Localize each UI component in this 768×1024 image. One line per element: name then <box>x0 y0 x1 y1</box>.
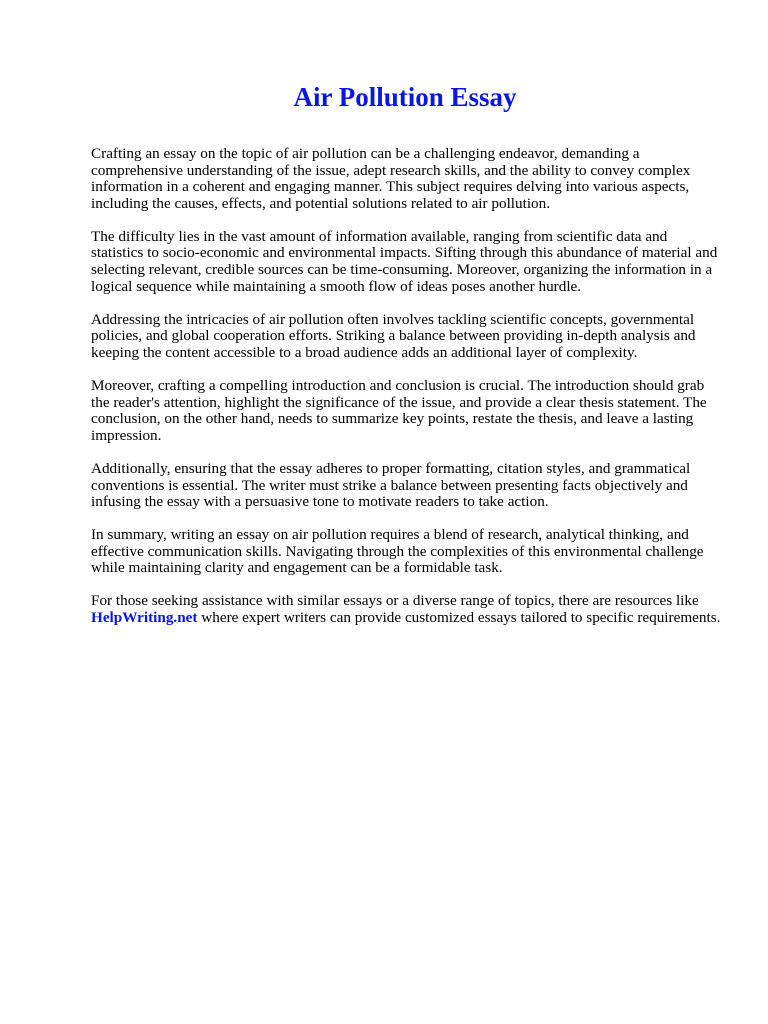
paragraph-2: The difficulty lies in the vast amount of information available, ranging from scientific data and statistics to socio-economic and environmental impacts. Sifting through this abundance of material and selecting relevant, credible sources can be time-consuming. Moreover, organizing the information in a logical sequence while maintaining a smooth flow of ideas poses another hurdle. <box>91 227 718 295</box>
paragraph-7-text-after-link: where expert writers can provide customized essays tailored to specific requirements. <box>197 609 721 627</box>
paragraph-7 <box>91 593 723 626</box>
paragraph-1: Crafting an essay on the topic of air pollution can be a challenging endeavor, demanding a comprehensive understanding of the issue, adept research skills, and the ability to convey complex information in a coherent and engaging manner. This subject requires delving into various aspects, including the causes, effects, and potential solutions related to air pollution. <box>91 145 691 212</box>
paragraph-7-text-before-link: For those seeking assistance with similar essays or a diverse range of topics, there are resources like <box>91 592 699 610</box>
paragraph-3: Addressing the intricacies of air pollution often involves tackling scientific concepts, governmental policies, and global cooperation efforts. Striking a balance between providing in-depth analysis and keeping the content accessible to a broad audience adds an additional layer of complexity. <box>91 310 696 361</box>
helpwriting-link[interactable]: HelpWriting.net <box>91 609 198 627</box>
essay-body <box>91 146 723 643</box>
paragraph-6: In summary, writing an essay on air pollution requires a blend of research, analytical thinking, and effective communication skills. Navigating through the complexities of this environmental challenge while maintaining clarity and engagement can be a formidable task. <box>91 526 704 577</box>
page-title: Air Pollution Essay <box>293 82 517 112</box>
paragraph-5: Additionally, ensuring that the essay adheres to proper formatting, citation styles, and grammatical conventions is essential. The writer must strike a balance between presenting facts objectively and infusing the essay with a persuasive tone to motivate readers to take action. <box>91 459 691 511</box>
paragraph-4: Moreover, crafting a compelling introduction and conclusion is crucial. The introduction should grab the reader's attention, highlight the significance of the issue, and provide a clear thesis statement. The conclusion, on the other hand, needs to summarize key points, restate the thesis, and leave a lasting impression. <box>91 377 707 444</box>
